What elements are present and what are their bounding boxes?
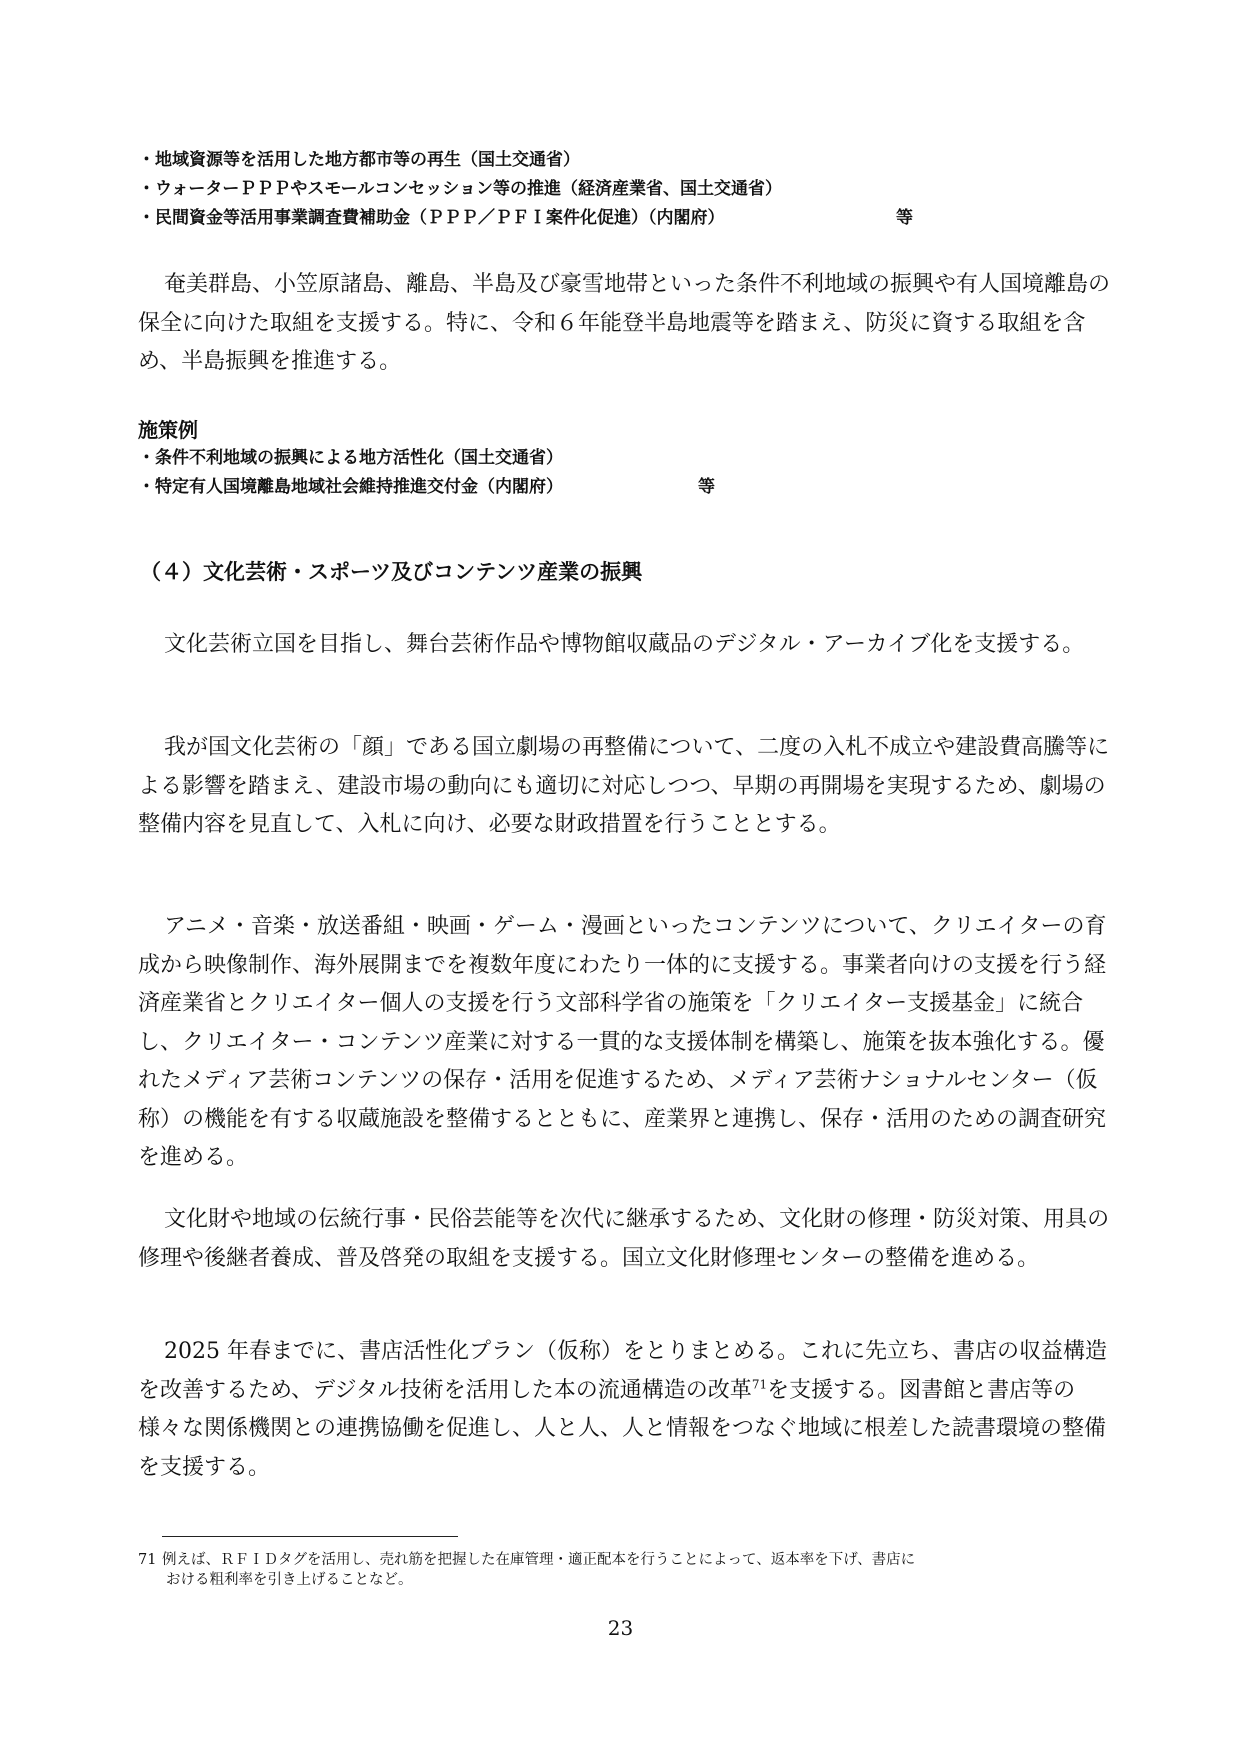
footnote (138, 1550, 1113, 1590)
paragraph-cultural-heritage (138, 1201, 1113, 1278)
footnote-text: おける粗利率を引き上げることなど。 (166, 1572, 413, 1588)
paragraph-remote-regions (138, 266, 1113, 382)
footnote-number: 71 (138, 1552, 157, 1568)
list-item: ・条件不利地域の振興による地方活性化（国土交通省） (138, 448, 563, 468)
etc-label: 等 (698, 477, 715, 497)
section-heading: （４）文化芸術・スポーツ及びコンテンツ産業の振興 (140, 560, 643, 584)
paragraph-contents-industry (138, 908, 1113, 1178)
list-item (138, 473, 1118, 502)
policy-examples-list (138, 146, 1118, 233)
list-item: ・ウォーターＰＰＰやスモールコンセッション等の推進（経済産業省、国土交通省） (138, 179, 782, 199)
paragraph-text: を支援する。図書館と書店等の様々な関係機関との連携協働を促進し、人と人、人と情報をつなぐ地域に根差した読書環境の整備を支援する。 (138, 1377, 1107, 1480)
paragraph-text: 奄美群島、小笠原諸島、離島、半島及び豪雪地帯といった条件不利地域の振興や有人国境離島の保全に向けた取組を支援する。特に、令和６年能登半島地震等を踏まえ、防災に資する取組を含め、半島振興を推進する。 (138, 272, 1111, 374)
footnote-reference[interactable]: 71 (751, 1377, 768, 1392)
paragraph-text: アニメ・音楽・放送番組・映画・ゲーム・漫画といったコンテンツについて、クリエイターの育成から映像制作、海外展開までを複数年度にわたり一体的に支援する。事業者向けの支援を行う経済産業省とクリエイター個人の支援を行う文部科学省の施策を「クリエイター支援基金」に統合し、クリエイター・コンテンツ産業に対する一貫的な支援体制を構築し、施策を抜本強化する。優れたメディア芸術コンテンツの保存・活用を促進するため、メディア芸術ナショナルセンター（仮称）の機能を有する収蔵施設を整備するとともに、産業界と連携し、保存・活用のための調査研究を進める。 (138, 914, 1107, 1170)
paragraph-national-theatre (138, 729, 1113, 845)
paragraph-text: 文化芸術立国を目指し、舞台芸術作品や博物館収蔵品のデジタル・アーカイブ化を支援する。 (164, 632, 1085, 657)
etc-label: 等 (896, 208, 913, 228)
paragraph-text: 我が国文化芸術の「顔」である国立劇場の再整備について、二度の入札不成立や建設費高騰等による影響を踏まえ、建設市場の動向にも適切に対応しつつ、早期の再開場を実現するため、劇場の整備内容を見直して、入札に向け、必要な財政措置を行うこととする。 (138, 735, 1110, 837)
list-item-text: ・特定有人国境離島地域社会維持推進交付金（内閣府） (138, 477, 563, 497)
list-item: ・地域資源等を活用した地方都市等の再生（国土交通省） (138, 150, 580, 170)
list-item (138, 204, 1118, 233)
paragraph-text: 2025 年春までに、書店活性化プラン（仮称）をとりまとめる。これに先立ち、書店の収益構造を改善するため、デジタル技術を活用した本の流通構造の改革 (138, 1339, 1107, 1403)
footnote-text: 例えば、ＲＦＩＤタグを活用し、売れ筋を把握した在庫管理・適正配本を行うことによって、返本率を下げ、書店に (162, 1552, 916, 1568)
page-number: 23 (607, 1616, 634, 1640)
measures-list (138, 444, 1118, 502)
footnote-divider (162, 1536, 458, 1537)
list-item-text: ・民間資金等活用事業調査費補助金（ＰＰＰ／ＰＦＩ案件化促進）（内閣府） (138, 208, 725, 228)
paragraph-digital-archive (138, 626, 1113, 665)
paragraph-bookstores (138, 1333, 1113, 1487)
paragraph-text: 文化財や地域の伝統行事・民俗芸能等を次代に継承するため、文化財の修理・防災対策、用具の修理や後継者養成、普及啓発の取組を支援する。国立文化財修理センターの整備を進める。 (138, 1207, 1110, 1271)
measures-heading: 施策例 (138, 418, 198, 442)
